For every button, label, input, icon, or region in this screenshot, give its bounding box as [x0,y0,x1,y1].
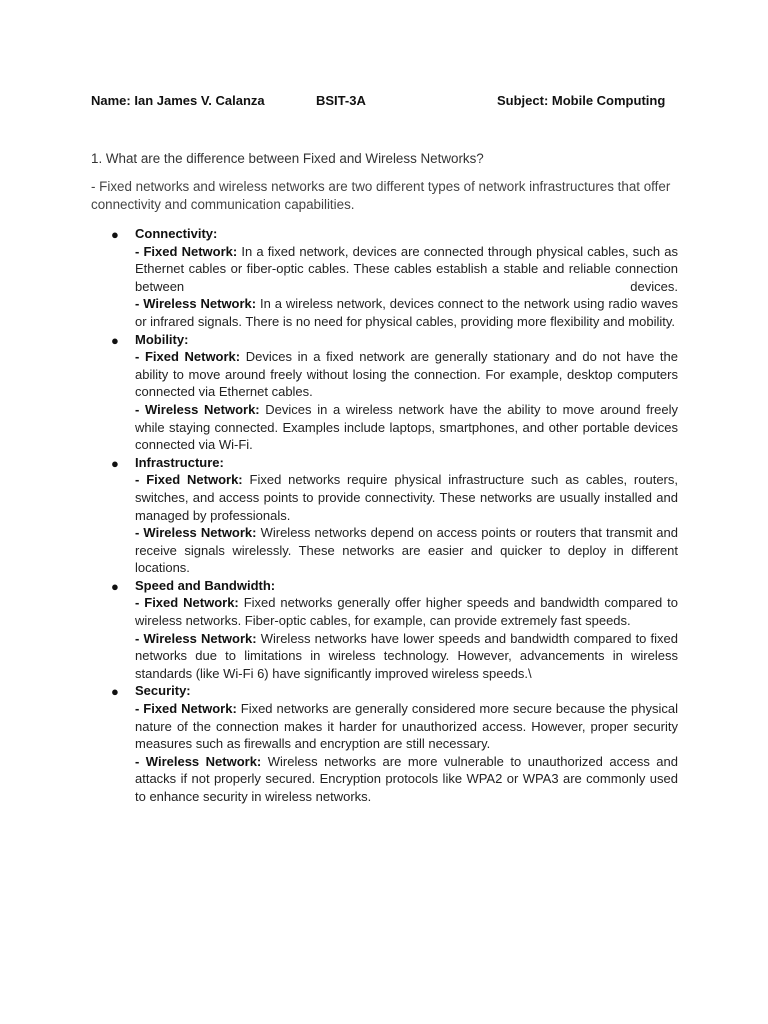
wireless-network-text: Devices in a wireless network have the ability to move around freely while staying connected. Examples include laptops, smartphones, and other portable devices connected via Wi-Fi. [135,401,678,453]
wireless-network-lead: - Wireless Network: [135,753,262,769]
wireless-network-paragraph [135,630,678,683]
wireless-network-lead: - Wireless Network: [135,296,257,312]
list-item-speed-bandwidth [91,577,678,683]
wireless-network-text: Wireless networks depend on access points or routers that transmit and receive signals wirelessly. These networks are easier and quicker to deploy in different locations. [135,525,678,576]
bullet-icon: ● [111,578,119,594]
list-item-infrastructure [91,454,678,577]
fixed-network-paragraph [135,348,678,401]
wireless-network-lead: - Wireless Network: [135,401,260,417]
bullet-icon: ● [111,332,119,348]
document-header [91,93,691,113]
fixed-network-text: Fixed networks generally offer higher speeds and bandwidth compared to wireless networks. Fiber-optic cables, for example, can provide extremely fast speeds. [135,595,679,629]
comparison-list [91,225,678,806]
wireless-network-lead: - Wireless Network: [135,630,257,646]
fixed-network-paragraph [135,700,678,753]
fixed-network-lead: - Fixed Network: [135,701,237,717]
fixed-network-lead: - Fixed Network: [135,243,238,259]
list-item-mobility [91,331,678,454]
wireless-network-text: Wireless networks have lower speeds and bandwidth compared to fixed networks due to limitations in wireless technology. However, advancements in wireless standards (like Wi-Fi 6) have significantly improved wireless speeds.\ [135,630,678,681]
fixed-network-text: In a fixed network, devices are connected through physical cables, such as Ethernet cables or fiber-optic cables. These cables establish a stable and reliable connection between devices. [135,243,678,294]
wireless-network-paragraph [135,524,678,577]
wireless-network-paragraph [135,295,678,330]
fixed-network-text: Fixed networks require physical infrastructure such as cables, routers, switches, and access points to provide connectivity. These networks are usually installed and managed by professionals. [135,472,678,523]
bullet-icon: ● [111,455,119,471]
intro-paragraph: - Fixed networks and wireless networks are two different types of network infrastructures that offer connectivity and communication capabilities. [91,179,671,212]
question-text: 1. What are the difference between Fixed and Wireless Networks? [91,151,484,166]
fixed-network-paragraph [135,243,678,296]
wireless-network-text: In a wireless network, devices connect to the network using radio waves or infrared signals. There is no need for physical cables, providing more flexibility and mobility. [135,296,678,329]
wireless-network-paragraph [135,401,678,454]
fixed-network-lead: - Fixed Network: [135,595,239,611]
wireless-network-paragraph [135,753,678,806]
student-name: Name: Ian James V. Calanza [91,93,265,108]
item-title: Connectivity: [135,226,218,241]
list-item-security [91,682,678,805]
bullet-icon: ● [111,227,119,242]
fixed-network-lead: - Fixed Network: [135,472,243,488]
list-item-connectivity [91,225,678,331]
bullet-icon: ● [111,684,119,700]
item-title: Infrastructure: [135,454,224,470]
item-title: Speed and Bandwidth: [135,577,276,593]
student-section: BSIT-3A [316,93,366,108]
fixed-network-text: Devices in a fixed network are generally stationary and do not have the ability to move around freely without losing the connection. For example, desktop computers connected via Ethernet cables. [135,349,678,400]
fixed-network-paragraph [135,594,678,629]
fixed-network-paragraph [135,471,678,524]
wireless-network-lead: - Wireless Network: [135,525,257,541]
fixed-network-text: Fixed networks are generally considered more secure because the physical nature of the connection makes it harder for unauthorized access. However, proper security measures such as firewalls and encryption are still necessary. [135,701,679,752]
fixed-network-lead: - Fixed Network: [135,349,241,365]
subject-label: Subject: Mobile Computing [497,93,666,108]
wireless-network-text: Wireless networks are more vulnerable to unauthorized access and attacks if not properly secured. Encryption protocols like WPA2 or WPA3 are commonly used to enhance security in wireless networks. [135,753,678,804]
item-title: Security: [135,683,191,699]
item-title: Mobility: [135,331,189,347]
